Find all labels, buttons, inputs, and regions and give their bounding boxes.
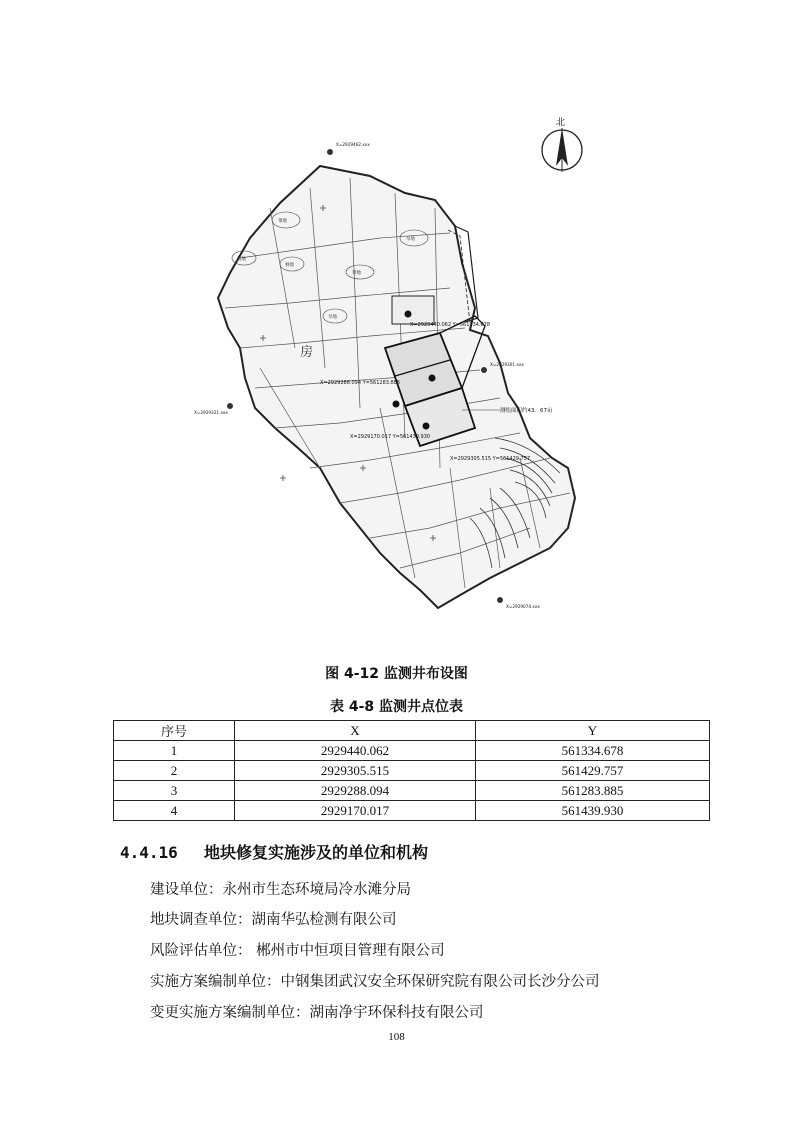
cell-index: 2 bbox=[114, 761, 235, 781]
cell-index: 3 bbox=[114, 781, 235, 801]
cell-x: 2929305.515 bbox=[235, 761, 476, 781]
control-point-label: X=2929321.xxx bbox=[194, 410, 228, 415]
area-note: 测绘面积约43．67亩 bbox=[500, 408, 553, 414]
north-label: 北 bbox=[556, 118, 566, 128]
table-header-row bbox=[114, 721, 710, 741]
well-coord-label: X=2929288.094 Y=561283.885 bbox=[320, 380, 401, 386]
monitoring-well-2 bbox=[429, 375, 436, 382]
section-heading bbox=[120, 840, 428, 863]
header-x: X bbox=[235, 721, 476, 741]
cell-y: 561439.930 bbox=[476, 801, 710, 821]
plot-label: 荒地 bbox=[237, 257, 246, 262]
org-line-construction: 建设单位：永州市生态环境局冷水滩分局 bbox=[150, 882, 411, 898]
well-coord-label: X=2929440.062 Y=561334.678 bbox=[410, 322, 491, 328]
table-caption: 表 4-8 监测井点位表 bbox=[329, 699, 464, 715]
cell-x: 2929440.062 bbox=[235, 741, 476, 761]
control-point-label: X=2929074.xxx bbox=[506, 604, 540, 609]
plot-label: 旱地 bbox=[406, 237, 415, 242]
cell-index: 4 bbox=[114, 801, 235, 821]
table-row bbox=[114, 741, 710, 761]
cell-index: 1 bbox=[114, 741, 235, 761]
monitoring-well-3 bbox=[393, 401, 400, 408]
well-coord-label: X=2929170.017 Y=561439.930 bbox=[350, 434, 431, 440]
section-title: 地块修复实施涉及的单位和机构 bbox=[204, 843, 429, 862]
cell-x: 2929170.017 bbox=[235, 801, 476, 821]
figure-caption: 图 4-12 监测井布设图 bbox=[325, 666, 468, 682]
cell-y: 561429.757 bbox=[476, 761, 710, 781]
header-y: Y bbox=[476, 721, 710, 741]
site-plan-drawing bbox=[194, 108, 620, 628]
cell-y: 561283.885 bbox=[476, 781, 710, 801]
monitoring-well-map bbox=[194, 108, 620, 628]
cell-x: 2929288.094 bbox=[235, 781, 476, 801]
org-line-risk-assessment: 风险评估单位： 郴州市中恒项目管理有限公司 bbox=[150, 943, 445, 959]
control-point-label: X=2929301.xxx bbox=[490, 362, 524, 367]
org-line-survey: 地块调查单位：湖南华弘检测有限公司 bbox=[150, 912, 397, 928]
north-arrow-icon bbox=[542, 116, 582, 172]
monitoring-well-1 bbox=[405, 311, 412, 318]
plot-label: 林地 bbox=[285, 263, 294, 268]
room-label: 房 bbox=[300, 345, 314, 360]
plot-label: 菜地 bbox=[278, 219, 287, 224]
well-points-table bbox=[113, 720, 710, 821]
header-index: 序号 bbox=[114, 721, 235, 741]
org-line-revised-plan-author: 变更实施方案编制单位：湖南净宇环保科技有限公司 bbox=[150, 1005, 484, 1021]
control-point-label: X=2929462.xxx bbox=[336, 142, 370, 147]
cell-y: 561334.678 bbox=[476, 741, 710, 761]
plot-label: 旱地 bbox=[328, 315, 337, 320]
section-number: 4.4.16 bbox=[120, 843, 178, 862]
table-row bbox=[114, 781, 710, 801]
page-number: 108 bbox=[388, 1031, 405, 1043]
plot-label: 菜地 bbox=[352, 271, 361, 276]
org-line-plan-author: 实施方案编制单位：中钢集团武汉安全环保研究院有限公司长沙分公司 bbox=[150, 974, 600, 990]
monitoring-well-4 bbox=[423, 423, 430, 430]
table-row bbox=[114, 801, 710, 821]
table-row bbox=[114, 761, 710, 781]
well-coord-label: X=2929305.515 Y=561429.757 bbox=[450, 456, 531, 462]
